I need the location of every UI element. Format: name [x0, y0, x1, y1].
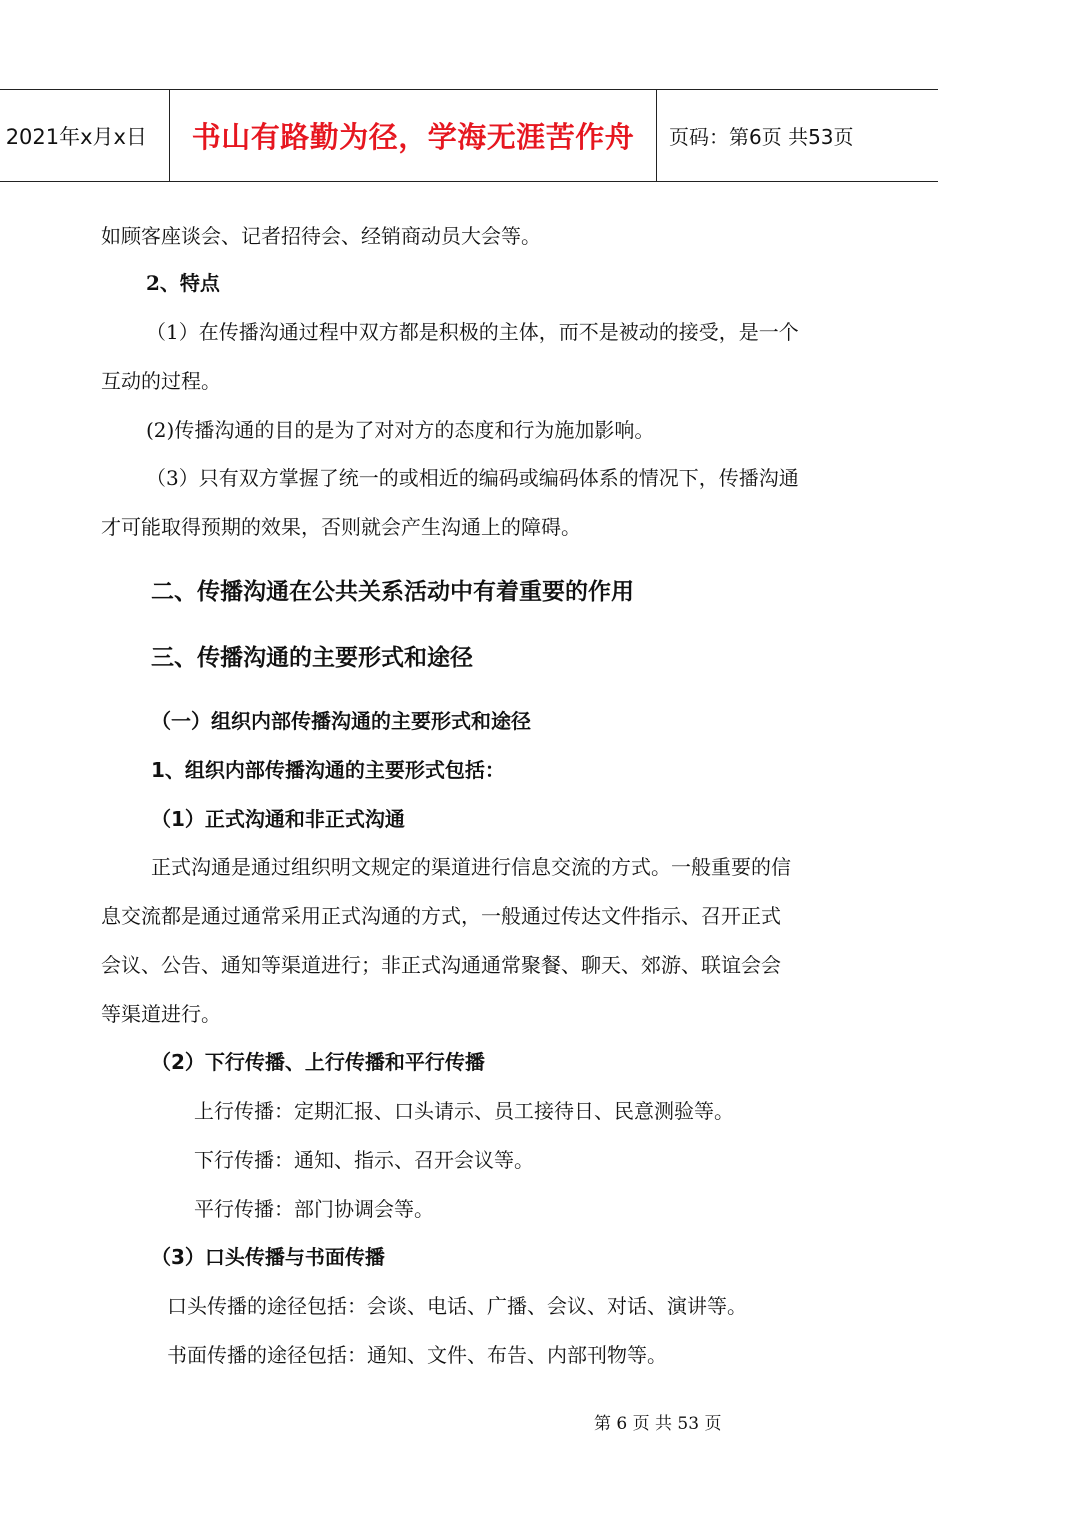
subsection-heading: 1、组织内部传播沟通的主要形式包括： — [151, 758, 505, 782]
heading-features: 2、特点 — [146, 271, 220, 295]
body-text: 上行传播：定期汇报、口头请示、员工接待日、民意测验等。 — [194, 1099, 734, 1123]
body-text: 互动的过程。 — [101, 369, 221, 393]
subsection-heading: （3）口头传播与书面传播 — [151, 1245, 385, 1269]
body-text: (2)传播沟通的目的是为了对对方的态度和行为施加影响。 — [146, 418, 655, 442]
subsection-heading: （一）组织内部传播沟通的主要形式和途径 — [151, 709, 531, 733]
body-text: 如顾客座谈会、记者招待会、经销商动员大会等。 — [101, 224, 541, 248]
body-text: 等渠道进行。 — [101, 1002, 221, 1026]
body-text: 正式沟通是通过组织明文规定的渠道进行信息交流的方式。一般重要的信 — [151, 855, 791, 879]
body-text: 书面传播的途径包括：通知、文件、布告、内部刊物等。 — [167, 1343, 667, 1367]
section-heading-3: 三、传播沟通的主要形式和途径 — [151, 645, 473, 671]
page-footer: 第 6 页 共 53 页 — [594, 1414, 722, 1434]
body-text: 下行传播：通知、指示、召开会议等。 — [194, 1148, 534, 1172]
body-text: 才可能取得预期的效果，否则就会产生沟通上的障碍。 — [101, 515, 581, 539]
body-text: （1）在传播沟通过程中双方都是积极的主体，而不是被动的接受，是一个 — [146, 320, 799, 344]
header-date: 2021年x月x日 — [0, 90, 170, 181]
header-page-number: 页码：第6页 共53页 — [669, 125, 854, 149]
subsection-heading: （1）正式沟通和非正式沟通 — [151, 807, 405, 831]
section-heading-2: 二、传播沟通在公共关系活动中有着重要的作用 — [151, 579, 634, 605]
body-text: 平行传播：部门协调会等。 — [194, 1197, 434, 1221]
page-header — [0, 89, 938, 182]
body-text: 会议、公告、通知等渠道进行；非正式沟通通常聚餐、聊天、郊游、联谊会会 — [101, 953, 781, 977]
subsection-heading: （2）下行传播、上行传播和平行传播 — [151, 1050, 485, 1074]
header-motto: 书山有路勤为径，学海无涯苦作舟 — [170, 90, 657, 181]
body-text: 口头传播的途径包括：会谈、电话、广播、会议、对话、演讲等。 — [167, 1294, 747, 1318]
body-text: 息交流都是通过通常采用正式沟通的方式，一般通过传达文件指示、召开正式 — [101, 904, 781, 928]
body-text: （3）只有双方掌握了统一的或相近的编码或编码体系的情况下，传播沟通 — [146, 466, 799, 490]
